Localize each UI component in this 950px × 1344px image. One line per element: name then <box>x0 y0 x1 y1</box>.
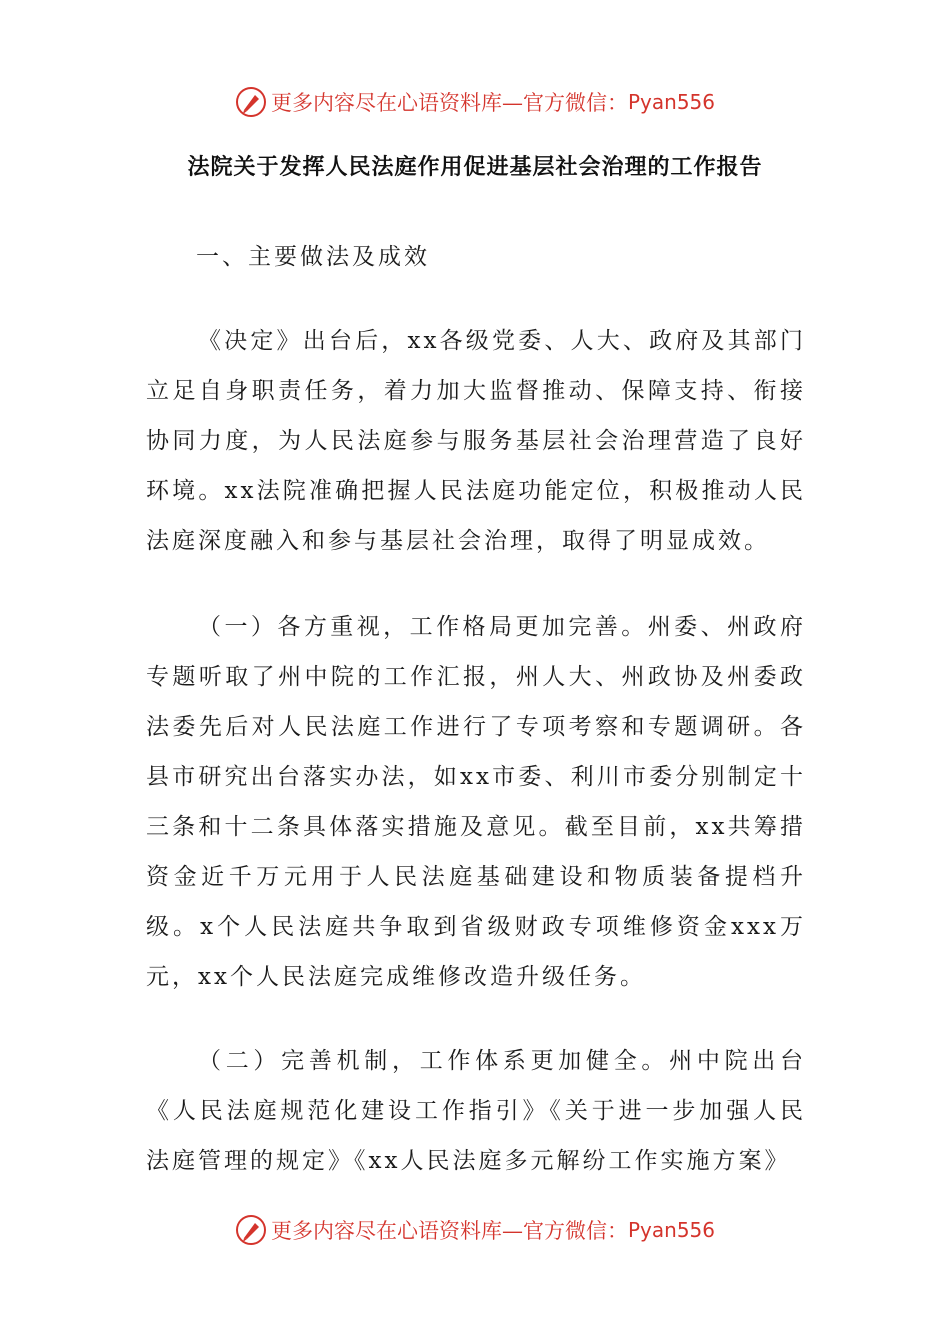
watermark-text: 更多内容尽在心语资料库—官方微信： <box>270 1219 628 1243</box>
paragraph-3: （二）完善机制，工作体系更加健全。州中院出台《人民法庭规范化建设工作指引》《关于进一步加强人民法庭管理的规定》《xx人民法庭多元解纷工作实施方案》 <box>146 1048 806 1174</box>
watermark-wechat-id: Pyan556 <box>627 1218 715 1242</box>
document-title: 法院关于发挥人民法庭作用促进基层社会治理的工作报告 <box>187 155 763 180</box>
paragraph-1: 《决定》出台后，xx各级党委、人大、政府及其部门立足自身职责任务，着力加大监督推动、保障支持、衔接协同力度，为人民法庭参与服务基层社会治理营造了良好环境。xx法院准确把握人民法庭功能定位，积极推动人民法庭深度融入和参与基层社会治理，取得了明显成效。 <box>146 328 806 554</box>
watermark-text: 更多内容尽在心语资料库—官方微信： <box>270 91 628 115</box>
watermark-banner-top <box>0 82 950 122</box>
watermark-wechat-id: Pyan556 <box>627 90 715 114</box>
watermark-banner-bottom <box>0 1210 950 1250</box>
pen-nib-logo-icon <box>235 1214 267 1246</box>
section-heading: 一、主要做法及成效 <box>196 244 430 270</box>
paragraph-2: （一）各方重视，工作格局更加完善。州委、州政府专题听取了州中院的工作汇报，州人大、州政协及州委政法委先后对人民法庭工作进行了专项考察和专题调研。各县市研究出台落实办法，如xx市委、利川市委分别制定十三条和十二条具体落实措施及意见。截至目前，xx共筹措资金近千万元用于人民法庭基础建设和物质装备提档升级。x个人民法庭共争取到省级财政专项维修资金xxx万元，xx个人民法庭完成维修改造升级任务。 <box>146 614 806 990</box>
pen-nib-logo-icon <box>235 86 267 118</box>
